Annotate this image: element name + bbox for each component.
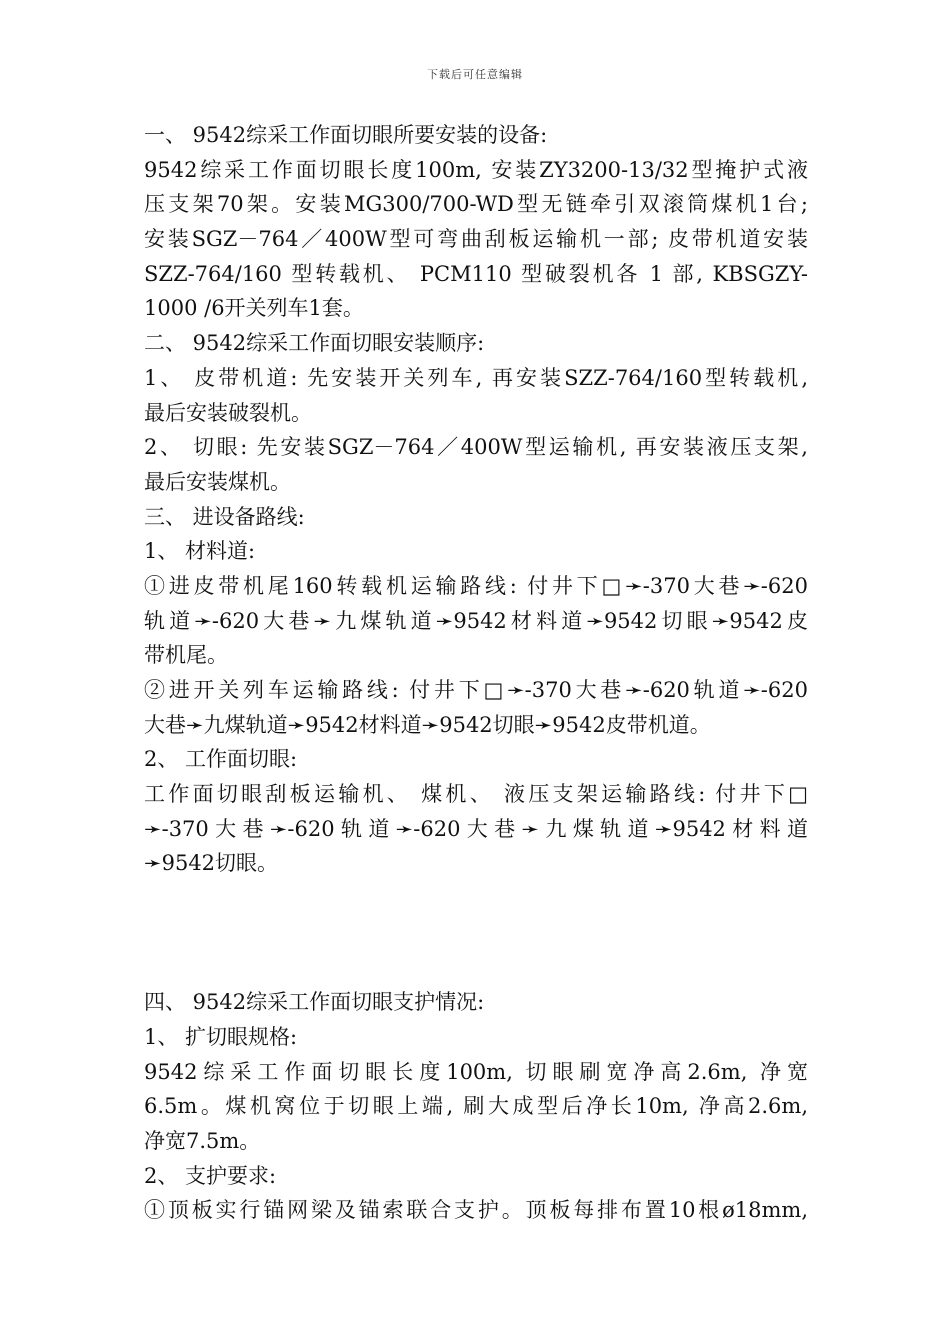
- paragraph-line: 轨道➛-620大巷➛九煤轨道➛9542材料道➛9542切眼➛9542皮: [144, 608, 808, 633]
- section-support: [144, 985, 808, 1228]
- section-heading: 一、 9542综采工作面切眼所要安装的设备:: [144, 123, 548, 147]
- sub-heading: 1、 扩切眼规格:: [144, 1024, 298, 1049]
- sub-heading: 1、 材料道:: [144, 539, 256, 564]
- sub-heading: 2、 工作面切眼:: [144, 747, 298, 772]
- paragraph-line: SZZ-764/160 型转载机、 PCM110 型破裂机各 1 部, KBSGZY-: [144, 261, 808, 286]
- paragraph-line: 1、 皮带机道: 先安装开关列车, 再安装SZZ-764/160型转载机,: [144, 365, 808, 390]
- section-routes: [144, 500, 808, 882]
- paragraph-line: ➛9542切眼。: [144, 851, 279, 876]
- section-install-order: [144, 326, 808, 499]
- section-heading: 四、 9542综采工作面切眼支护情况:: [144, 990, 485, 1015]
- paragraph-line: 安装SGZ－764／400W型可弯曲刮板运输机一部; 皮带机道安装: [144, 227, 808, 252]
- paragraph-line: 大巷➛九煤轨道➛9542材料道➛9542切眼➛9542皮带机道。: [144, 712, 711, 737]
- paragraph-line: 带机尾。: [144, 643, 228, 668]
- paragraph-line: 9542综采工作面切眼长度100m, 安装ZY3200-13/32型掩护式液: [144, 157, 808, 182]
- paragraph-line: 1000 /6开关列车1套。: [144, 296, 364, 321]
- paragraph-line: 最后安装破裂机。: [144, 400, 312, 425]
- section-heading: 三、 进设备路线:: [144, 504, 305, 529]
- paragraph-line: 工作面切眼刮板运输机、 煤机、 液压支架运输路线: 付井下□: [144, 782, 808, 807]
- paragraph-line: 最后安装煤机。: [144, 469, 291, 494]
- paragraph-line: 压支架70架。安装MG300/700-WD型无链牵引双滚筒煤机1台;: [144, 192, 808, 217]
- paragraph-line: 9542综采工作面切眼长度100m, 切眼刷宽净高2.6m, 净宽: [144, 1059, 808, 1084]
- paragraph-line: ②进开关列车运输路线: 付井下□➛-370大巷➛-620轨道➛-620: [144, 678, 808, 702]
- paragraph-line: 2、 切眼: 先安装SGZ－764／400W型运输机, 再安装液压支架,: [144, 435, 808, 460]
- section-heading: 二、 9542综采工作面切眼安装顺序:: [144, 331, 485, 356]
- section-equipment: [144, 118, 808, 326]
- paragraph-line: ➛-370大巷➛-620轨道➛-620大巷➛九煤轨道➛9542材料道: [144, 816, 808, 841]
- sub-heading: 2、 支护要求:: [144, 1163, 277, 1188]
- page-header: 下载后可任意编辑: [427, 68, 523, 81]
- paragraph-line: ①进皮带机尾160转载机运输路线: 付井下□➛-370大巷➛-620: [144, 573, 808, 598]
- paragraph-line: 净宽7.5m。: [144, 1128, 261, 1153]
- document-body: [144, 118, 808, 1228]
- blank-space: [144, 881, 808, 985]
- paragraph-line: ①顶板实行锚网梁及锚索联合支护。顶板每排布置10根ø18mm,: [144, 1198, 808, 1223]
- paragraph-line: 6.5m。煤机窝位于切眼上端, 刷大成型后净长10m, 净高2.6m,: [144, 1094, 808, 1119]
